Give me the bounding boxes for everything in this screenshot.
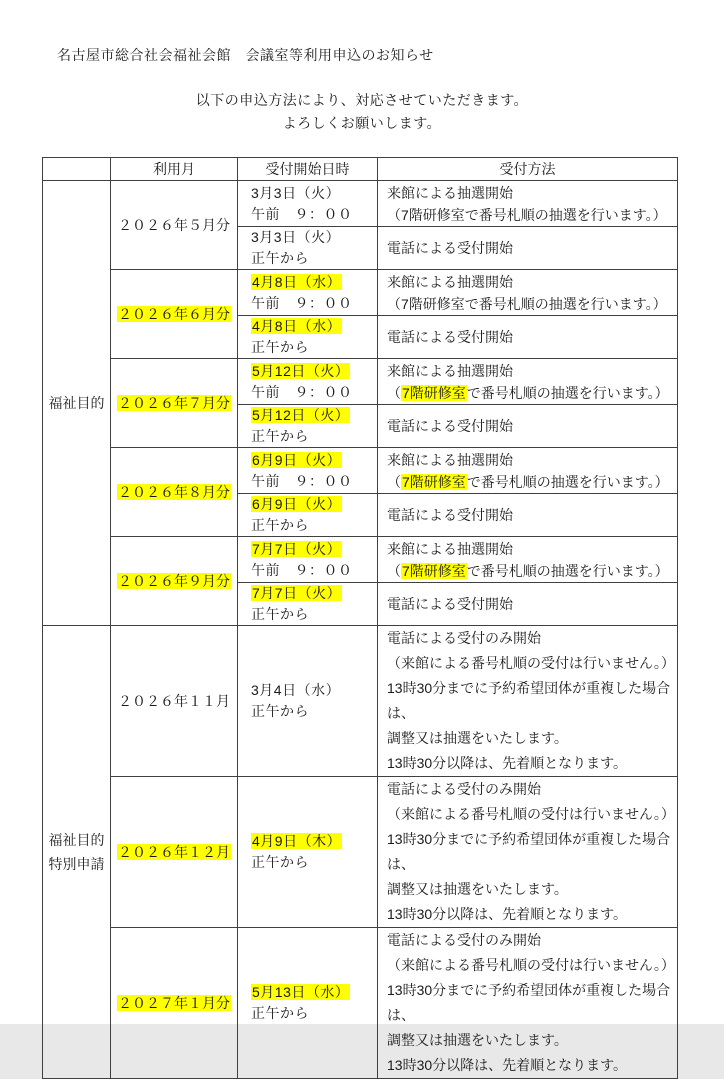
start-cell-phone: 5月12日（火） 正午から [238, 405, 378, 448]
method-cell-phone: 電話による受付開始 [378, 583, 678, 626]
start-cell-phone: 6月9日（火） 正午から [238, 494, 378, 537]
header-row [43, 158, 678, 181]
col-header-method: 受付方法 [378, 158, 678, 181]
col-header-month: 利用月 [111, 158, 238, 181]
month-cell: ２０２６年１２月 [111, 777, 238, 928]
table-row [43, 626, 678, 777]
method-cell-phone: 電話による受付開始 [378, 494, 678, 537]
table-row [43, 270, 678, 316]
start-cell-phone: 3月4日（水） 正午から [238, 626, 378, 777]
application-schedule-table [42, 157, 678, 1079]
method-cell-phone: 電話による受付開始 [378, 405, 678, 448]
table-row [43, 777, 678, 928]
start-cell-lottery: 5月12日（火） 午前 ９：００ [238, 359, 378, 405]
room-mention: 7階研修室 [402, 384, 466, 401]
col-header-start-datetime: 受付開始日時 [238, 158, 378, 181]
table-row [43, 928, 678, 1079]
start-cell-lottery: 4月8日（水） 午前 ９：００ [238, 270, 378, 316]
col-header-category [43, 158, 111, 181]
month-cell: ２０２６年６月分 [111, 270, 238, 359]
method-cell-lottery: 来館による抽選開始 （7階研修室で番号札順の抽選を行います。） [378, 181, 678, 227]
month-cell: ２０２６年１１月 [111, 626, 238, 777]
start-cell-phone: 5月13日（水） 正午から [238, 928, 378, 1079]
intro-text [0, 89, 724, 135]
table-row [43, 537, 678, 583]
room-mention: 7階研修室 [402, 562, 466, 579]
method-cell-special: 電話による受付のみ開始 （来館による番号札順の受付は行いません。） 13時30分までに予約希望団体が重複した場合は、 調整又は抽選をいたします。 13時30分以降は、先着順となります。 [378, 928, 678, 1079]
method-cell-lottery: 来館による抽選開始 （7階研修室で番号札順の抽選を行います。） [378, 359, 678, 405]
start-cell-phone: 3月3日（火） 正午から [238, 227, 378, 270]
method-cell-phone: 電話による受付開始 [378, 227, 678, 270]
table-row [43, 448, 678, 494]
category-cell-welfare: 福祉目的 [43, 181, 111, 626]
month-cell: ２０２６年８月分 [111, 448, 238, 537]
month-cell: ２０２６年７月分 [111, 359, 238, 448]
category-cell-special: 福祉目的 特別申請 [43, 626, 111, 1079]
table-row [43, 181, 678, 227]
month-cell: ２０２６年９月分 [111, 537, 238, 626]
start-cell-phone: 4月9日（木） 正午から [238, 777, 378, 928]
start-cell-lottery: 3月3日（火） 午前 ９：００ [238, 181, 378, 227]
method-cell-lottery: 来館による抽選開始 （7階研修室で番号札順の抽選を行います。） [378, 270, 678, 316]
month-cell: ２０２７年１月分 [111, 928, 238, 1079]
room-mention: 7階研修室 [402, 473, 466, 490]
intro-line-1: 以下の申込方法により、対応させていただきます。 [195, 92, 529, 108]
room-mention: 7階研修室 [401, 206, 465, 223]
page-title: 名古屋市総合社会福祉会館 会議室等利用申込のお知らせ [57, 47, 434, 63]
table-row [43, 359, 678, 405]
room-mention: 7階研修室 [401, 295, 465, 312]
method-cell-lottery: 来館による抽選開始 （7階研修室で番号札順の抽選を行います。） [378, 448, 678, 494]
start-cell-phone: 7月7日（火） 正午から [238, 583, 378, 626]
method-cell-special: 電話による受付のみ開始 （来館による番号札順の受付は行いません。） 13時30分までに予約希望団体が重複した場合は、 調整又は抽選をいたします。 13時30分以降は、先着順となります。 [378, 777, 678, 928]
start-cell-phone: 4月8日（水） 正午から [238, 316, 378, 359]
method-cell-special: 電話による受付のみ開始 （来館による番号札順の受付は行いません。） 13時30分までに予約希望団体が重複した場合は、 調整又は抽選をいたします。 13時30分以降は、先着順となります。 [378, 626, 678, 777]
month-cell: ２０２６年５月分 [111, 181, 238, 270]
method-cell-lottery: 来館による抽選開始 （7階研修室で番号札順の抽選を行います。） [378, 537, 678, 583]
start-cell-lottery: 7月7日（火） 午前 ９：００ [238, 537, 378, 583]
intro-line-2: よろしくお願いします。 [282, 115, 442, 131]
start-cell-lottery: 6月9日（火） 午前 ９：００ [238, 448, 378, 494]
method-cell-phone: 電話による受付開始 [378, 316, 678, 359]
